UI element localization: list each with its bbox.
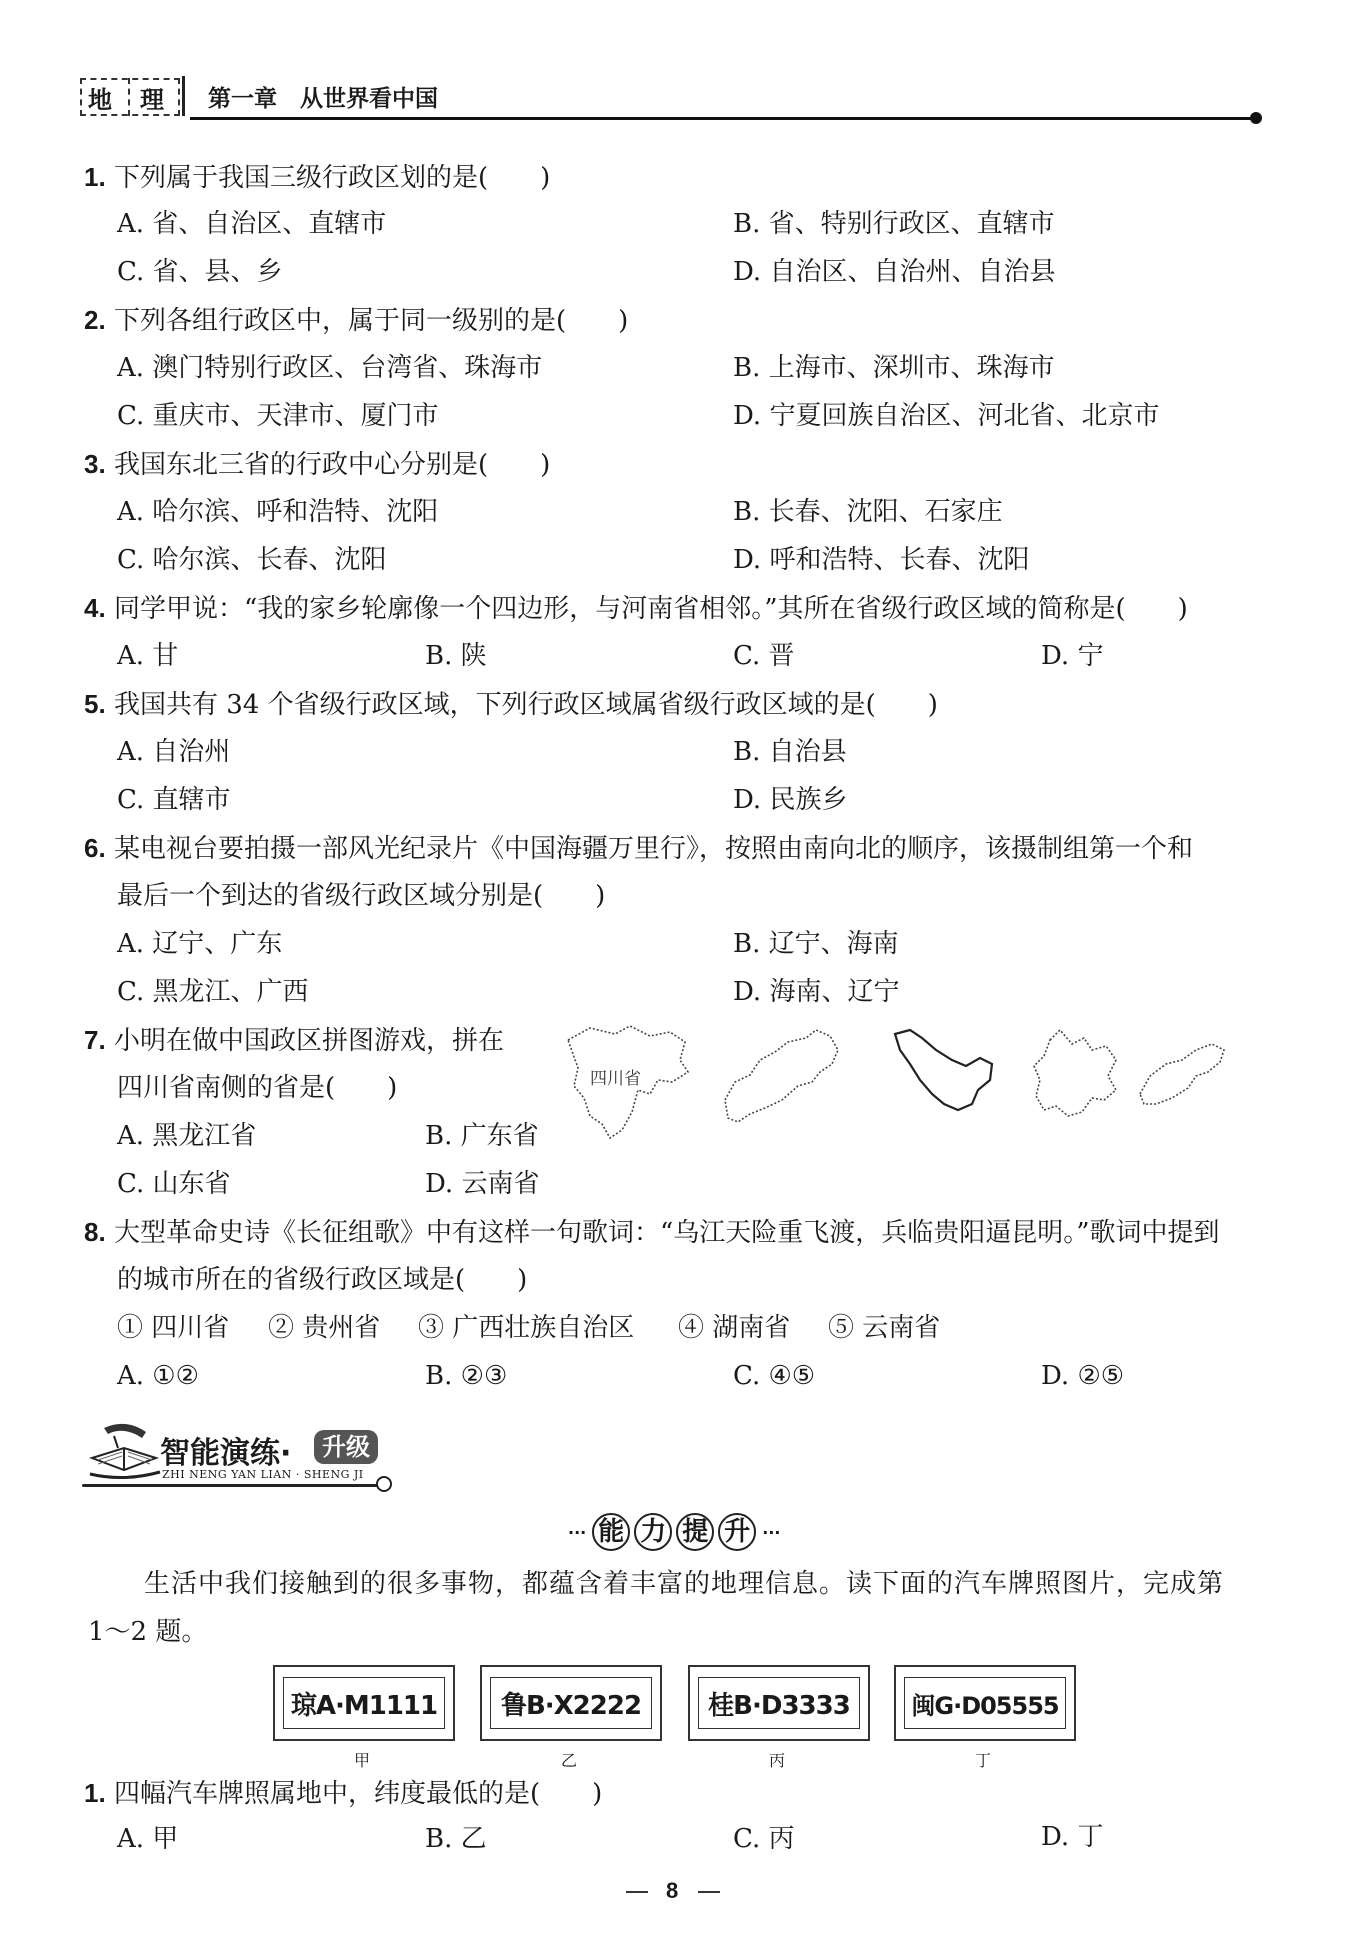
section-question-1: 1. 四幅汽车牌照属地中，纬度最低的是( ) (84, 1778, 603, 1809)
q1-option-d: D. 自治区、自治州、自治县 (733, 257, 1056, 287)
q8-option-a: A. ①② (117, 1361, 199, 1391)
q4-option-d: D. 宁 (1041, 641, 1104, 671)
section-intro-line-1: 生活中我们接触到的很多事物，都蕴含着丰富的地理信息。读下面的汽车牌照图片，完成第 (144, 1569, 1225, 1599)
question-4: 4. 同学甲说：“我的家乡轮廓像一个四边形，与河南省相邻。”其所在省级行政区域的简称是( ) (84, 593, 1188, 624)
sq1-option-c: C. 丙 (733, 1824, 795, 1854)
plate-label-yi: 乙 (560, 1751, 577, 1770)
subject-divider (128, 78, 130, 116)
q3-option-a: A. 哈尔滨、呼和浩特、沈阳 (117, 497, 439, 527)
q8-choice-4: ④ 湖南省 (678, 1313, 791, 1343)
plate-jia (273, 1665, 455, 1741)
q8-option-b: B. ②③ (425, 1361, 508, 1391)
question-3: 3. 我国东北三省的行政中心分别是( ) (84, 449, 551, 480)
q5-option-a: A. 自治州 (117, 737, 231, 767)
sq1-option-b: B. 乙 (425, 1824, 487, 1854)
subheading-char-4: 升 (718, 1513, 756, 1551)
q4-option-b: B. 陕 (425, 641, 487, 671)
subheading-dots-right: ··· (762, 1522, 781, 1542)
subheading-char-2: 力 (634, 1513, 672, 1551)
question-5: 5. 我国共有 34 个省级行政区域，下列行政区域属省级行政区域的是( ) (84, 689, 938, 720)
q8-choice-1: ① 四川省 (117, 1313, 230, 1343)
q4-option-a: A. 甘 (117, 641, 179, 671)
footer-dash-right (698, 1891, 720, 1893)
q7-option-b: B. 广东省 (425, 1121, 539, 1151)
q8-choice-3: ③ 广西壮族自治区 (418, 1313, 635, 1343)
q1-option-b: B. 省、特别行政区、直辖市 (733, 209, 1055, 239)
section-underline-dot (376, 1476, 392, 1492)
q8-choice-2: ② 贵州省 (268, 1313, 381, 1343)
q8-choice-5: ⑤ 云南省 (828, 1313, 941, 1343)
plate-bing-text: 桂B·D3333 (698, 1677, 860, 1729)
q2-option-b: B. 上海市、深圳市、珠海市 (733, 353, 1055, 383)
header-rule (190, 117, 1256, 120)
sq1-option-d: D. 丁 (1041, 1822, 1104, 1852)
question-2: 2. 下列各组行政区中，属于同一级别的是( ) (84, 305, 629, 336)
q6-option-b: B. 辽宁、海南 (733, 929, 899, 959)
question-7: 7. 小明在做中国政区拼图游戏，拼在 (84, 1025, 504, 1056)
shandong-outline (1140, 1044, 1224, 1104)
heilongjiang-outline (895, 1030, 992, 1110)
subject-char-1: 地 (88, 86, 112, 114)
sq1-option-a: A. 甲 (117, 1824, 179, 1854)
q6-option-c: C. 黑龙江、广西 (117, 977, 309, 1007)
subject-char-2: 理 (140, 86, 164, 114)
plate-jia-text: 琼A·M1111 (283, 1677, 445, 1729)
q7-option-a: A. 黑龙江省 (117, 1121, 257, 1151)
province-puzzle-figure (560, 1020, 1260, 1150)
plate-bing (688, 1665, 870, 1741)
q7-option-c: C. 山东省 (117, 1169, 231, 1199)
question-6: 6. 某电视台要拍摄一部风光纪录片《中国海疆万里行》，按照由南向北的顺序，该摄制组第一个和 (84, 833, 1193, 864)
page-number: 8 (666, 1878, 679, 1903)
plate-label-bing: 丙 (768, 1751, 785, 1770)
sichuan-map-label: 四川省 (590, 1069, 641, 1089)
q5-option-d: D. 民族乡 (733, 785, 848, 815)
question-7-line-2: 四川省南侧的省是( ) (117, 1073, 398, 1103)
book-lamp-icon (84, 1418, 164, 1484)
plate-ding (894, 1665, 1076, 1741)
q3-option-c: C. 哈尔滨、长春、沈阳 (117, 545, 387, 575)
section-pinyin: ZHI NENG YAN LIAN · SHENG JI (162, 1468, 364, 1481)
plate-label-ding: 丁 (974, 1751, 991, 1770)
q6-option-a: A. 辽宁、广东 (117, 929, 283, 959)
subheading-dots-left: ··· (568, 1522, 587, 1542)
q8-option-d: D. ②⑤ (1041, 1361, 1125, 1391)
q4-option-c: C. 晋 (733, 641, 795, 671)
q5-option-b: B. 自治县 (733, 737, 847, 767)
header-rule-dot (1250, 112, 1262, 124)
q3-option-b: B. 长春、沈阳、石家庄 (733, 497, 1003, 527)
plate-yi (480, 1665, 662, 1741)
guangdong-outline (725, 1030, 838, 1122)
yunnan-outline (1034, 1030, 1116, 1116)
question-1: 1. 下列属于我国三级行政区划的是( ) (84, 162, 551, 193)
subheading-char-3: 提 (676, 1513, 714, 1551)
q5-option-c: C. 直辖市 (117, 785, 231, 815)
section-badge: 升级 (314, 1430, 378, 1464)
q8-option-c: C. ④⑤ (733, 1361, 816, 1391)
footer-dash-left (626, 1891, 648, 1893)
q3-option-d: D. 呼和浩特、长春、沈阳 (733, 545, 1030, 575)
section-underline (82, 1484, 382, 1487)
q2-option-a: A. 澳门特别行政区、台湾省、珠海市 (117, 353, 543, 383)
plate-yi-text: 鲁B·X2222 (490, 1677, 652, 1729)
section-title: 智能演练· (160, 1436, 292, 1471)
header-bar (182, 76, 185, 116)
q6-option-d: D. 海南、辽宁 (733, 977, 900, 1007)
question-8: 8. 大型革命史诗《长征组歌》中有这样一句歌词：“乌江天险重飞渡，兵临贵阳逼昆明。”歌词中提到 (84, 1217, 1220, 1248)
subheading (568, 1512, 780, 1552)
q1-option-c: C. 省、县、乡 (117, 257, 283, 287)
q2-option-d: D. 宁夏回族自治区、河北省、北京市 (733, 401, 1160, 431)
question-8-line-2: 的城市所在的省级行政区域是( ) (117, 1265, 528, 1295)
q1-option-a: A. 省、自治区、直辖市 (117, 209, 387, 239)
plate-label-jia: 甲 (353, 1751, 370, 1770)
q2-option-c: C. 重庆市、天津市、厦门市 (117, 401, 439, 431)
q7-option-d: D. 云南省 (425, 1169, 540, 1199)
section-intro-line-2: 1～2 题。 (88, 1617, 208, 1647)
chapter-title: 第一章 从世界看中国 (208, 86, 438, 112)
subheading-char-1: 能 (592, 1513, 630, 1551)
question-6-line-2: 最后一个到达的省级行政区域分别是( ) (117, 881, 606, 911)
plate-ding-text: 闽G·D05555 (904, 1677, 1066, 1729)
